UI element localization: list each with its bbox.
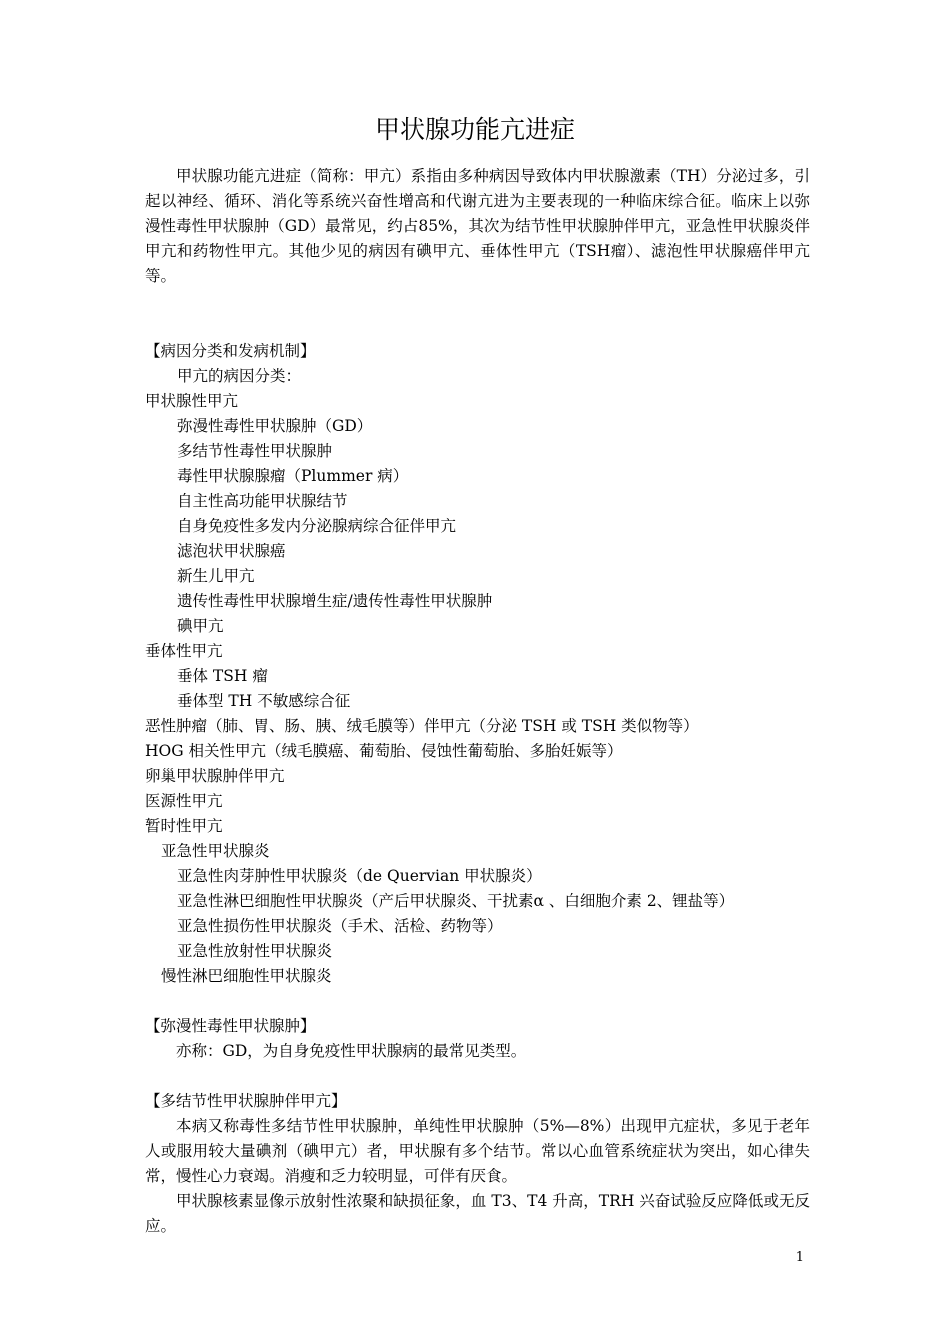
etiology-item: 多结节性毒性甲状腺肿 (177, 442, 333, 460)
etiology-item: 自主性高功能甲状腺结节 (177, 492, 348, 510)
etiology-item: 垂体 TSH 瘤 (177, 667, 268, 685)
etiology-item: 弥漫性毒性甲状腺肿（GD） (177, 417, 373, 435)
gd-paragraph: 亦称：GD，为自身免疫性甲状腺病的最常见类型。 (176, 1042, 527, 1060)
etiology-item: 遗传性毒性甲状腺增生症/遗传性毒性甲状腺肿 (177, 592, 493, 610)
intro-paragraph: 甲状腺功能亢进症（简称：甲亢）系指由多种病因导致体内甲状腺激素（TH）分泌过多，引起以神经、循环、消化等系统兴奋性增高和代谢亢进为主要表现的一种临床综合征。临床上以弥漫性毒性甲状腺肿（GD）最常见，约占85%，其次为结节性甲状腺肿伴甲亢，亚急性甲状腺炎伴甲亢和药物性甲亢。其他少见的病因有碘甲亢、垂体性甲亢（TSH瘤）、滤泡性甲状腺癌伴甲亢等。 (145, 167, 810, 285)
etiology-lead: 甲亢的病因分类： (177, 367, 302, 385)
page-number: 1 (795, 1250, 804, 1265)
section-heading-gd: 【弥漫性毒性甲状腺肿】 (145, 1017, 316, 1035)
etiology-item: 垂体型 TH 不敏感综合征 (177, 692, 351, 710)
etiology-item: 自身免疫性多发内分泌腺病综合征伴甲亢 (177, 517, 457, 535)
etiology-item: 慢性淋巴细胞性甲状腺炎 (161, 967, 332, 985)
etiology-item: HOG 相关性甲亢（绒毛膜癌、葡萄胎、侵蚀性葡萄胎、多胎妊娠等） (145, 742, 623, 760)
multinodular-paragraph-2: 甲状腺核素显像示放射性浓聚和缺损征象，血 T3、T4 升高，TRH 兴奋试验反应降低或无反应。 (145, 1192, 810, 1235)
section-heading-multinodular: 【多结节性甲状腺肿伴甲亢】 (145, 1092, 347, 1110)
etiology-item: 新生儿甲亢 (177, 567, 255, 585)
etiology-item: 恶性肿瘤（肺、胃、肠、胰、绒毛膜等）伴甲亢（分泌 TSH 或 TSH 类似物等） (145, 717, 699, 735)
etiology-item: 亚急性放射性甲状腺炎 (177, 942, 333, 960)
etiology-item: 亚急性淋巴细胞性甲状腺炎（产后甲状腺炎、干扰素α 、白细胞介素 2、锂盐等） (177, 892, 735, 910)
etiology-item: 甲状腺性甲亢 (145, 392, 239, 410)
multinodular-paragraph-1: 本病又称毒性多结节性甲状腺肿，单纯性甲状腺肿（5%—8%）出现甲亢症状，多见于老年人或服用较大量碘剂（碘甲亢）者，甲状腺有多个结节。常以心血管系统症状为突出，如心律失常，慢性心力衰竭。消瘦和乏力较明显，可伴有厌食。 (145, 1117, 810, 1185)
etiology-item: 卵巢甲状腺肿伴甲亢 (145, 767, 285, 785)
etiology-item: 亚急性损伤性甲状腺炎（手术、活检、药物等） (177, 917, 503, 935)
section-heading-etiology: 【病因分类和发病机制】 (145, 342, 316, 360)
etiology-item: 医源性甲亢 (145, 792, 223, 810)
etiology-item: 亚急性甲状腺炎 (161, 842, 270, 860)
etiology-item: 滤泡状甲状腺癌 (177, 542, 286, 560)
etiology-item: 毒性甲状腺腺瘤（Plummer 病） (177, 467, 409, 485)
etiology-list (145, 389, 810, 989)
etiology-item: 亚急性肉芽肿性甲状腺炎（de Quervian 甲状腺炎） (177, 867, 542, 885)
document-title: 甲状腺功能亢进症 (374, 115, 575, 144)
etiology-item: 暂时性甲亢 (145, 817, 223, 835)
document-body (145, 164, 810, 1239)
etiology-item: 垂体性甲亢 (145, 642, 223, 660)
etiology-item: 碘甲亢 (177, 617, 224, 635)
